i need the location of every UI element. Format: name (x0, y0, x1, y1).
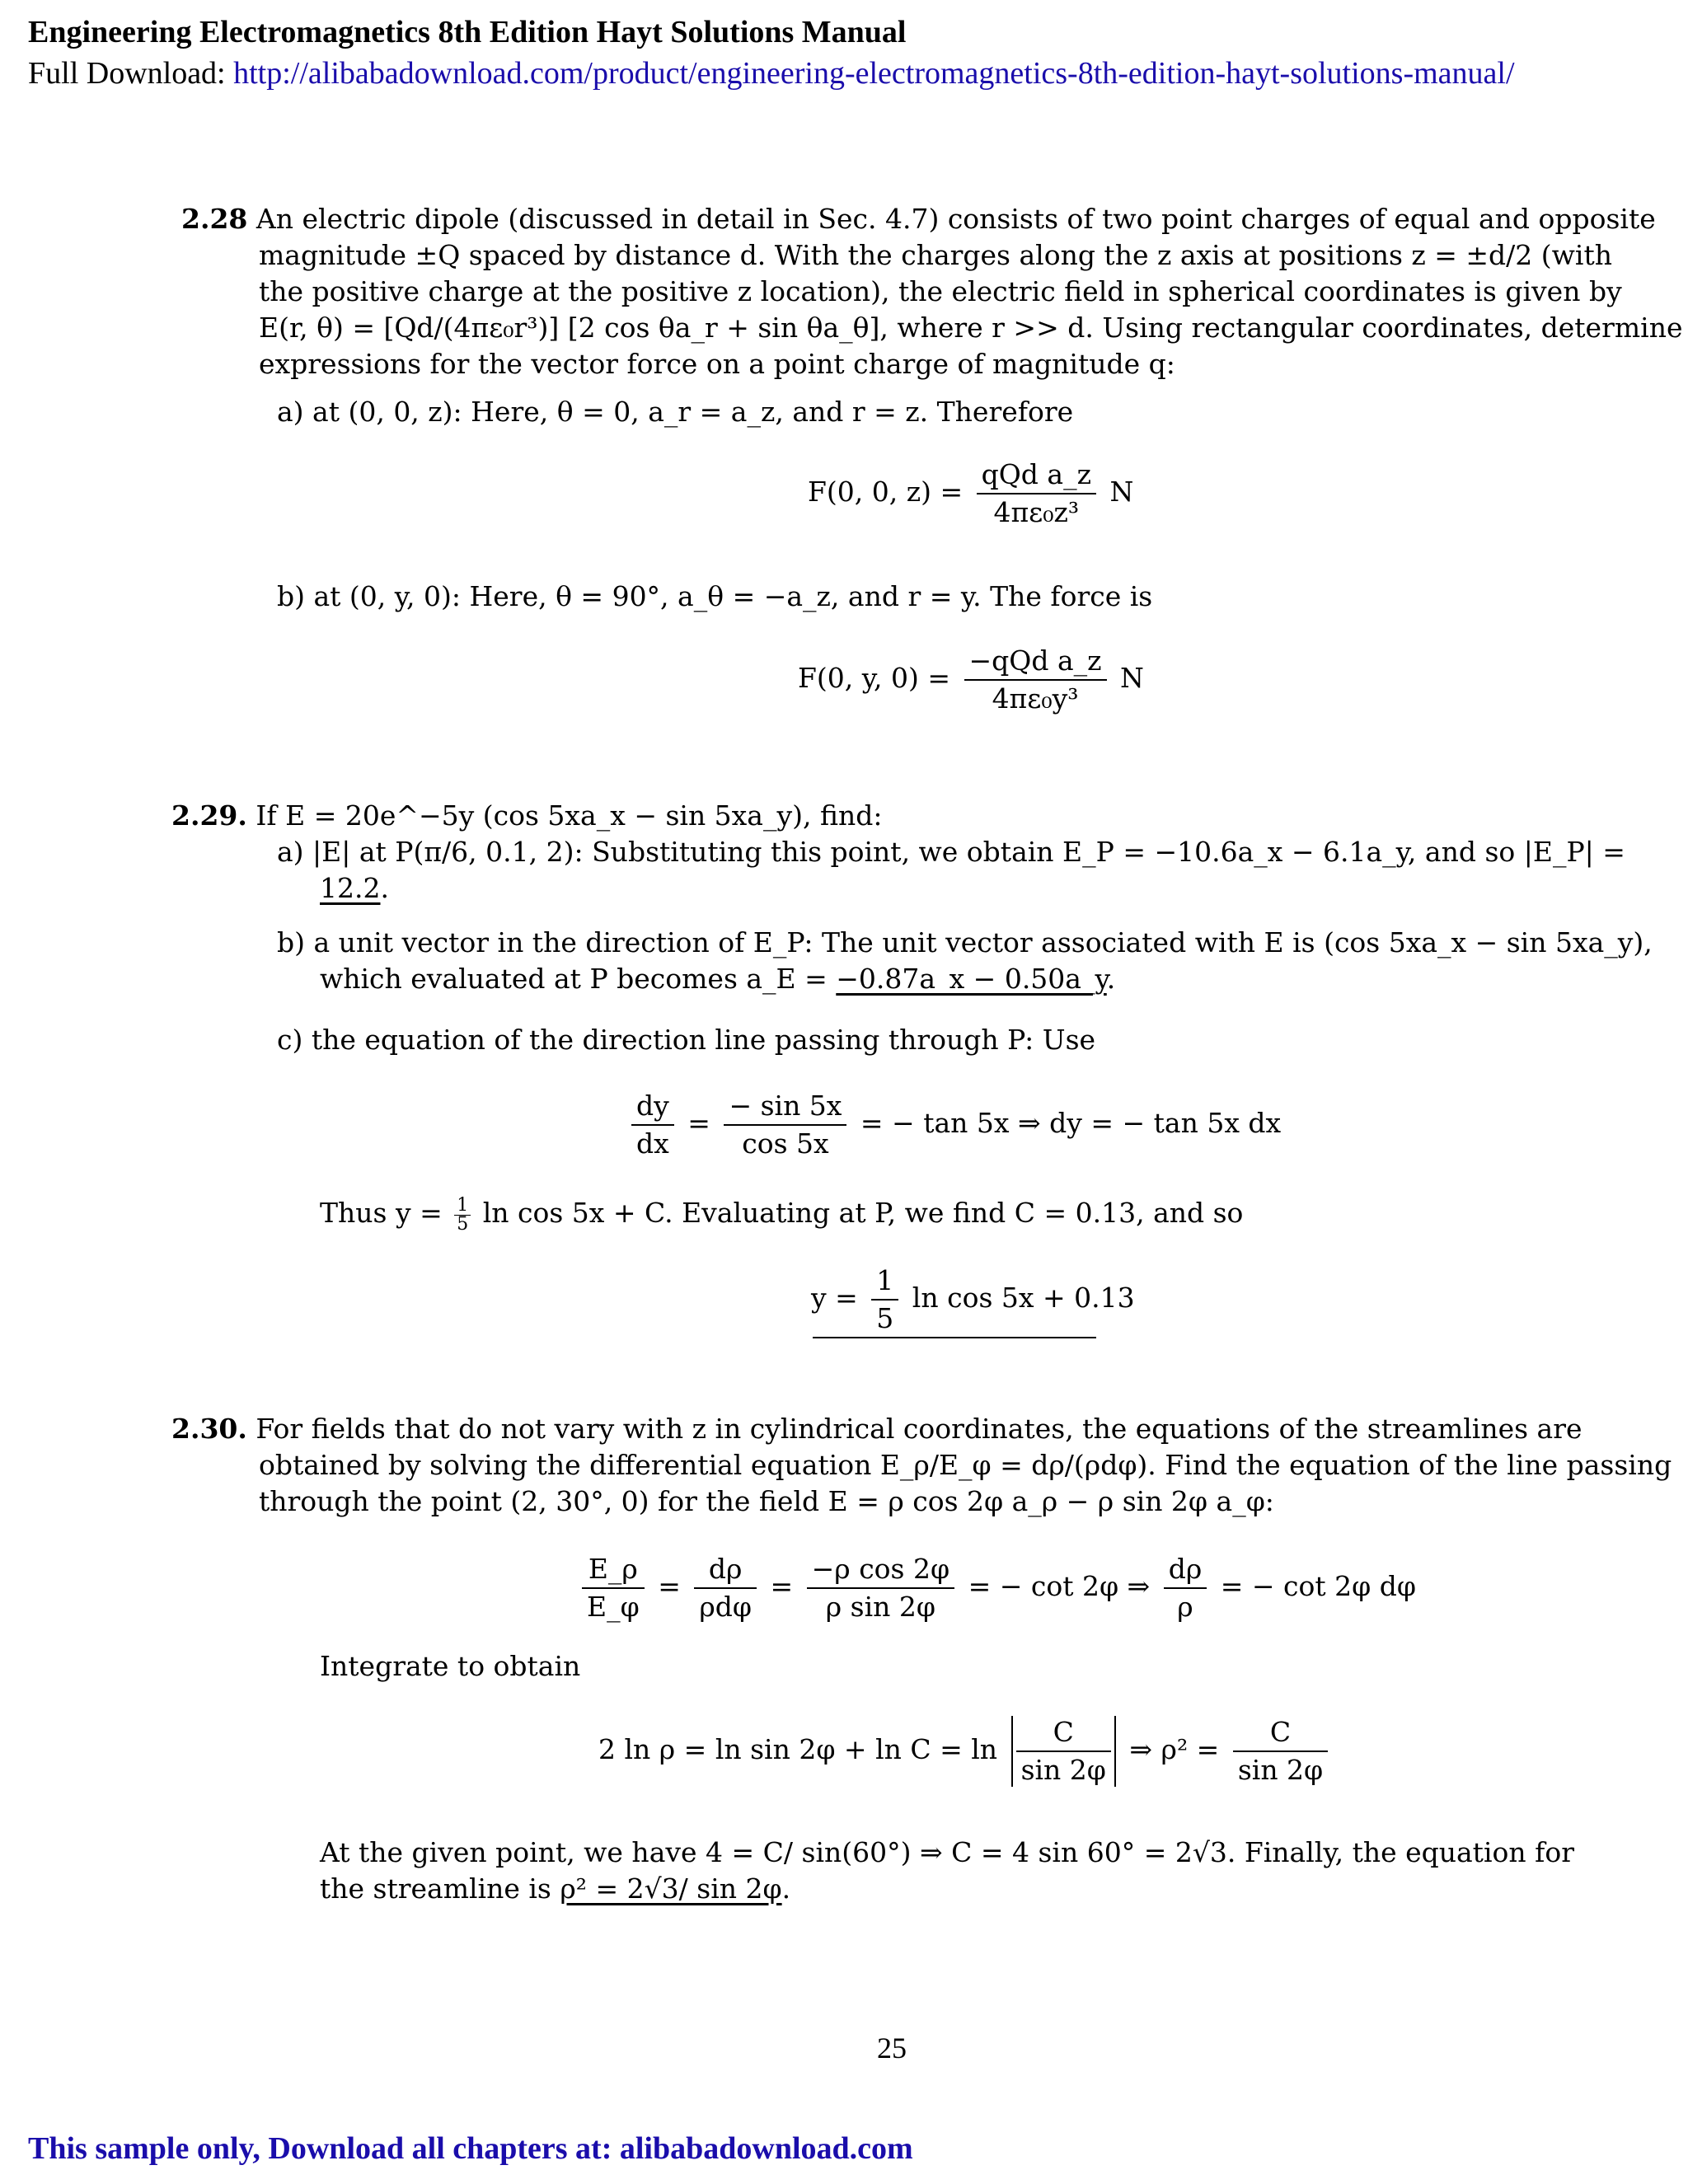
p230-final-pre: the streamline is (320, 1872, 560, 1905)
thus-frac-den: 5 (457, 1213, 469, 1235)
eq-b-lhs: F(0, y, 0) = (798, 662, 950, 694)
eq-c-ratio-num: − sin 5x (724, 1090, 846, 1126)
eq1-f3-num: −ρ cos 2φ (807, 1553, 954, 1589)
eq-c-equals: = (687, 1107, 710, 1139)
p230-final-answer: ρ² = 2√3/ sin 2φ (560, 1872, 782, 1905)
p229-b-period: . (1106, 963, 1116, 995)
p228-line5: expressions for the vector force on a point charge of magnitude q: (259, 348, 1175, 380)
eq1-f1-den: E_φ (587, 1591, 640, 1623)
page-number: 25 (877, 2032, 907, 2064)
eq-b-num: −qQd a_z (964, 644, 1107, 681)
eq1-eq2: = (770, 1570, 794, 1602)
eq2-bracket-frac (1011, 1716, 1116, 1787)
p228-eq-b (798, 644, 1144, 715)
eq2-br-den: sin 2φ (1020, 1754, 1106, 1786)
p229-part-b-line2 (320, 961, 1115, 997)
eq-b-fraction (964, 644, 1107, 715)
final-eq-underline (813, 1337, 1096, 1338)
p229-final-eq (811, 1264, 1135, 1335)
eq-a-fraction (977, 458, 1096, 529)
p230-line3: through the point (2, 30°, 0) for the field E = ρ cos 2φ a_ρ − ρ sin 2φ a_φ: (259, 1485, 1274, 1517)
p229-a-period: . (380, 872, 389, 904)
eq2-br-num: C (1016, 1716, 1111, 1752)
eq1-f2-den: ρdφ (699, 1591, 752, 1623)
eq1-frac2 (694, 1553, 757, 1624)
final-eq-den: 5 (876, 1302, 894, 1334)
p228-line1 (181, 201, 1656, 237)
p228-line2: magnitude ±Q spaced by distance d. With the charges along the z axis at positions z = ±d/2 (with (259, 239, 1612, 271)
p229-part-b: b) a unit vector in the direction of E_P: The unit vector associated with E is (cos 5xa_x − sin 5xa_y), (277, 926, 1653, 958)
p229-thus-line (320, 1195, 1243, 1234)
p228-part-a: a) at (0, 0, z): Here, θ = 0, a_r = a_z, and r = z. Therefore (277, 396, 1074, 428)
p229-part-a-answer-line (320, 870, 389, 907)
eq1-mid: = − cot 2φ ⇒ (968, 1570, 1151, 1602)
p228-line4: E(r, θ) = [Qd/(4πε₀r³)] [2 cos θa_r + sin θa_θ], where r >> d. Using rectangular coordinates, determine (259, 312, 1683, 344)
p230-line1 (171, 1411, 1582, 1447)
p230-final-line1: At the given point, we have 4 = C/ sin(60°) ⇒ C = 4 sin 60° = 2√3. Finally, the equation for (320, 1836, 1574, 1868)
p229-eq-c (626, 1090, 1281, 1160)
eq1-frac4 (1164, 1553, 1207, 1624)
p229-thus-post: ln cos 5x + C. Evaluating at P, we find C = 0.13, and so (482, 1197, 1244, 1229)
p228-number: 2.28 (181, 203, 248, 235)
p230-integrate: Integrate to obtain (320, 1650, 581, 1682)
p228-eq-a (808, 458, 1133, 529)
eq-c-dydx (631, 1090, 674, 1160)
eq2-f-den: sin 2φ (1237, 1754, 1324, 1786)
p229-a-answer: 12.2 (320, 872, 381, 904)
p229-b-pre: which evaluated at P becomes a_E = (320, 963, 837, 995)
p229-thus-pre: Thus y = (320, 1197, 443, 1229)
eq-c-ratio-den: cos 5x (742, 1127, 829, 1160)
p230-final-period: . (781, 1872, 791, 1905)
eq1-f3-den: ρ sin 2φ (825, 1591, 935, 1623)
final-eq-lhs: y = (811, 1282, 858, 1314)
eq1-f2-num: dρ (694, 1553, 757, 1589)
eq-a-lhs: F(0, 0, z) = (808, 476, 964, 508)
eq1-end: = − cot 2φ dφ (1220, 1570, 1416, 1602)
p229-intro: If E = 20e^−5y (cos 5xa_x − sin 5xa_y), find: (256, 799, 883, 832)
p229-intro-line (171, 798, 882, 834)
p230-final-line2 (320, 1871, 790, 1907)
eq2-pre: 2 ln ρ = ln sin 2φ + ln C = ln (598, 1733, 998, 1765)
p230-number: 2.30. (171, 1413, 247, 1445)
p230-text1: For fields that do not vary with z in cylindrical coordinates, the equations of the streamlines are (256, 1413, 1582, 1445)
eq1-f4-num: dρ (1164, 1553, 1207, 1589)
final-eq-rhs: ln cos 5x + 0.13 (912, 1282, 1135, 1314)
p229-number: 2.29. (171, 799, 247, 832)
p230-eq2 (598, 1716, 1333, 1787)
p228-part-b: b) at (0, y, 0): Here, θ = 90°, a_θ = −a_z, and r = y. The force is (277, 580, 1153, 612)
eq-c-ratio (724, 1090, 846, 1160)
p230-line2: obtained by solving the differential equation E_ρ/E_φ = dρ/(ρdφ). Find the equation of the line passing (259, 1449, 1672, 1481)
eq-c-dx: dx (636, 1127, 669, 1160)
eq2-frac (1233, 1716, 1328, 1787)
final-eq-frac (871, 1264, 898, 1335)
document-header-title: Engineering Electromagnetics 8th Edition Hayt Solutions Manual (28, 15, 907, 49)
eq-c-rest: = − tan 5x ⇒ dy = − tan 5x dx (860, 1107, 1282, 1139)
p229-b-answer: −0.87a_x − 0.50a_y (836, 963, 1107, 995)
eq-c-dy: dy (631, 1090, 674, 1126)
p229-part-a: a) |E| at P(π/6, 0.1, 2): Substituting this point, we obtain E_P = −10.6a_x − 6.1a_y, and so |E_P| = (277, 836, 1625, 868)
download-label: Full Download: (28, 56, 226, 91)
eq1-frac3 (807, 1553, 954, 1624)
footer-download-banner[interactable]: This sample only, Download all chapters at: alibabadownload.com (28, 2131, 913, 2166)
p229-thus-frac (454, 1194, 471, 1235)
eq1-eq1: = (658, 1570, 681, 1602)
final-eq-num: 1 (871, 1264, 898, 1301)
eq2-mid: ⇒ ρ² = (1129, 1733, 1220, 1765)
eq-a-num: qQd a_z (977, 458, 1096, 494)
download-link[interactable]: http://alibabadownload.com/product/engineering-electromagnetics-8th-edition-hayt-solutions-manual/ (233, 56, 1515, 91)
eq1-f4-den: ρ (1177, 1591, 1193, 1623)
eq2-f-num: C (1233, 1716, 1328, 1752)
eq1-f1-num: E_ρ (582, 1553, 645, 1589)
thus-frac-num: 1 (454, 1197, 471, 1216)
eq-a-den: 4πε₀z³ (993, 496, 1080, 528)
eq-b-den: 4πε₀y³ (992, 682, 1079, 715)
p228-text1: An electric dipole (discussed in detail in Sec. 4.7) consists of two point charges of equal and opposite (256, 203, 1656, 235)
eq1-frac1 (582, 1553, 645, 1624)
p230-eq1 (577, 1553, 1416, 1624)
p229-part-c: c) the equation of the direction line passing through P: Use (277, 1024, 1096, 1056)
p228-line3: the positive charge at the positive z location), the electric field in spherical coordinates is given by (259, 275, 1622, 307)
eq-a-unit: N (1109, 476, 1134, 508)
eq-b-unit: N (1120, 662, 1144, 694)
